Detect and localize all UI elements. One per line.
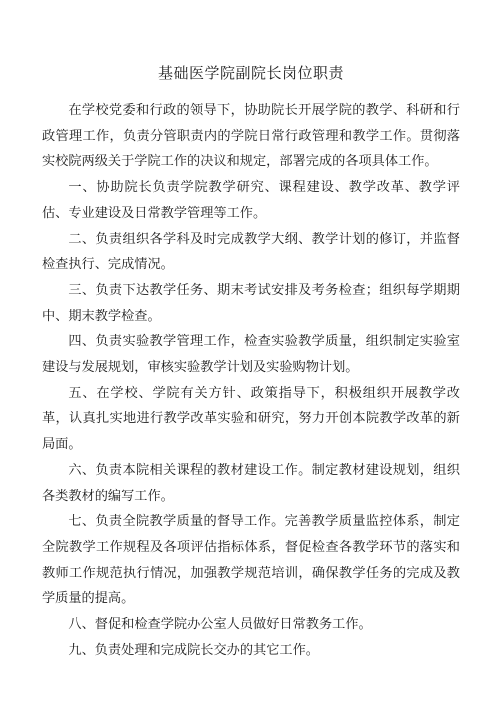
duty-item-1: 一、协助院长负责学院教学研究、课程建设、教学改革、教学评估、专业建设及日常教学管理等工作。 bbox=[42, 180, 460, 221]
duty-item-2: 二、负责组织各学科及时完成教学大纲、教学计划的修订，并监督检查执行、完成情况。 bbox=[42, 231, 460, 273]
duty-item-8: 八、督促和检查学院办公室人员做好日常教务工作。 bbox=[68, 617, 372, 633]
intro-paragraph: 在学校党委和行政的领导下，协助院长开展学院的教学、科研和行政管理工作，负责分管职责内的学院日常行政管理和教学工作。贯彻落实校院两级关于学院工作的决议和规定，部署完成的各项具体工作。 bbox=[42, 103, 460, 170]
duty-item-5: 五、在学校、学院有关方针、政策指导下，积极组织开展教学改革，认真扎实地进行教学改革实验和研究，努力开创本院教学改革的新局面。 bbox=[42, 385, 460, 453]
duty-item-6: 六、负责本院相关课程的教材建设工作。制定教材建设规划，组织各类教材的编写工作。 bbox=[42, 462, 460, 504]
duty-item-9: 九、负责处理和完成院长交办的其它工作。 bbox=[68, 642, 319, 658]
duty-item-4: 四、负责实验教学管理工作，检查实验教学质量，组织制定实验室建设与发展规划，审核实验教学计划及实验购物计划。 bbox=[42, 334, 460, 376]
duty-item-3: 三、负责下达教学任务、期末考试安排及考务检查；组织每学期期中、期末教学检查。 bbox=[42, 282, 460, 324]
document-body bbox=[42, 98, 460, 663]
duty-item-7: 七、负责全院教学质量的督导工作。完善教学质量监控体系，制定全院教学工作规程及各项评估指标体系，督促检查各教学环节的落实和教师工作规范执行情况，加强教学规范培训，确保教学任务的完成及教学质量的提高。 bbox=[42, 514, 460, 607]
document-title: 基础医学院副院长岗位职责 bbox=[157, 64, 344, 82]
